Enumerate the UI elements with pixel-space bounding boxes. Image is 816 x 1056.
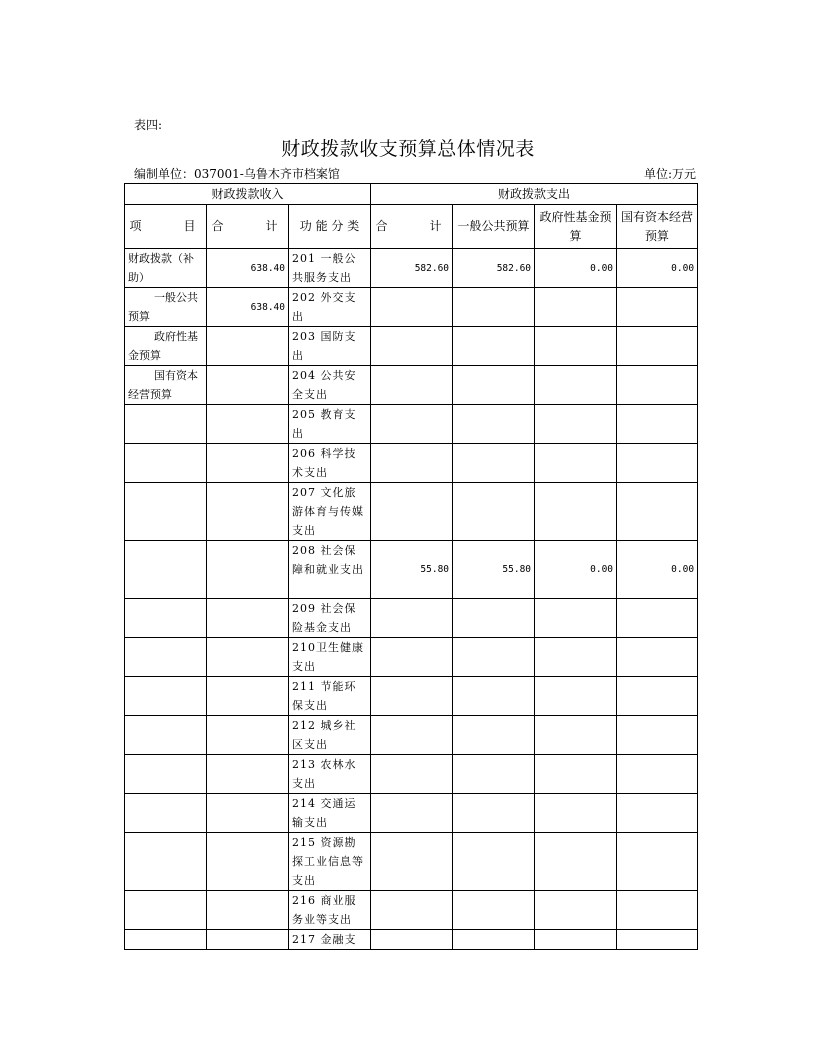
row-state-capital-cell (617, 716, 698, 755)
row-gov-fund-cell (535, 833, 617, 891)
row-item-cell (125, 444, 207, 483)
row-general-cell: 582.60 (453, 249, 535, 288)
table-row (125, 638, 698, 677)
column-header-row (125, 205, 698, 249)
row-gov-fund-cell (535, 599, 617, 638)
col-header-gov-fund-budget: 政府性基金预算 (535, 205, 617, 249)
row-general-cell (453, 366, 535, 405)
row-gov-fund-cell (535, 444, 617, 483)
row-state-capital-cell: 0.00 (617, 541, 698, 599)
row-state-capital-cell (617, 638, 698, 677)
income-group-header: 财政拨款收入 (125, 184, 371, 205)
row-item-cell (125, 891, 207, 930)
row-gov-fund-cell (535, 288, 617, 327)
table-row (125, 327, 698, 366)
table-row (125, 930, 698, 950)
row-exp-total-cell (371, 405, 453, 444)
expense-group-header: 财政拨款支出 (371, 184, 698, 205)
col-header-item: 项 目 (125, 205, 207, 249)
row-exp-total-cell (371, 638, 453, 677)
row-total-cell (207, 716, 289, 755)
row-exp-total-cell (371, 755, 453, 794)
row-exp-total-cell (371, 327, 453, 366)
row-func-cell: 202 外交支出 (289, 288, 371, 327)
row-func-cell: 201 一般公共服务支出 (289, 249, 371, 288)
row-func-cell: 211 节能环保支出 (289, 677, 371, 716)
row-func-cell: 213 农林水支出 (289, 755, 371, 794)
row-total-cell (207, 638, 289, 677)
row-state-capital-cell (617, 599, 698, 638)
row-func-cell: 214 交通运输支出 (289, 794, 371, 833)
row-general-cell (453, 677, 535, 716)
table-label: 表四: (134, 118, 163, 132)
row-total-cell (207, 541, 289, 599)
row-gov-fund-cell (535, 327, 617, 366)
row-gov-fund-cell (535, 716, 617, 755)
compiling-unit: 编制单位：037001-乌鲁木齐市档案馆 (134, 167, 340, 181)
row-state-capital-cell (617, 405, 698, 444)
row-general-cell (453, 755, 535, 794)
budget-table (124, 183, 698, 950)
row-func-cell: 212 城乡社区支出 (289, 716, 371, 755)
row-total-cell (207, 366, 289, 405)
row-state-capital-cell (617, 891, 698, 930)
col-header-exp-total: 合 计 (371, 205, 453, 249)
row-total-cell (207, 405, 289, 444)
row-item-cell: 政府性基金预算 (125, 327, 207, 366)
row-item-cell (125, 638, 207, 677)
row-total-cell (207, 755, 289, 794)
row-func-cell: 217 金融支 (289, 930, 371, 950)
row-total-cell (207, 891, 289, 930)
row-exp-total-cell (371, 444, 453, 483)
row-state-capital-cell (617, 833, 698, 891)
row-state-capital-cell (617, 677, 698, 716)
page-title: 财政拨款收支预算总体情况表 (281, 138, 535, 160)
row-exp-total-cell (371, 891, 453, 930)
row-func-cell: 206 科学技术支出 (289, 444, 371, 483)
row-func-cell: 209 社会保险基金支出 (289, 599, 371, 638)
table-row (125, 288, 698, 327)
row-general-cell (453, 327, 535, 366)
row-general-cell (453, 405, 535, 444)
row-exp-total-cell: 582.60 (371, 249, 453, 288)
row-total-cell: 638.40 (207, 288, 289, 327)
row-gov-fund-cell (535, 366, 617, 405)
table-row (125, 891, 698, 930)
row-func-cell: 216 商业服务业等支出 (289, 891, 371, 930)
row-total-cell (207, 677, 289, 716)
row-state-capital-cell (617, 327, 698, 366)
row-item-cell (125, 677, 207, 716)
row-func-cell: 210卫生健康支出 (289, 638, 371, 677)
col-header-total: 合 计 (207, 205, 289, 249)
col-header-func-category: 功 能 分 类 (289, 205, 371, 249)
row-gov-fund-cell (535, 794, 617, 833)
row-item-cell (125, 794, 207, 833)
table-row (125, 755, 698, 794)
row-state-capital-cell (617, 483, 698, 541)
row-item-cell: 财政拨款（补助） (125, 249, 207, 288)
row-item-cell: 一般公共预算 (125, 288, 207, 327)
table-row (125, 405, 698, 444)
row-gov-fund-cell (535, 930, 617, 950)
row-exp-total-cell (371, 833, 453, 891)
row-general-cell (453, 833, 535, 891)
row-exp-total-cell (371, 794, 453, 833)
row-item-cell (125, 930, 207, 950)
row-general-cell (453, 638, 535, 677)
row-gov-fund-cell: 0.00 (535, 541, 617, 599)
row-state-capital-cell (617, 755, 698, 794)
row-state-capital-cell (617, 444, 698, 483)
row-total-cell (207, 483, 289, 541)
row-state-capital-cell (617, 794, 698, 833)
table-row (125, 716, 698, 755)
row-exp-total-cell (371, 288, 453, 327)
row-gov-fund-cell (535, 405, 617, 444)
row-gov-fund-cell (535, 638, 617, 677)
row-state-capital-cell (617, 288, 698, 327)
row-func-cell: 207 文化旅游体育与传媒支出 (289, 483, 371, 541)
row-total-cell (207, 444, 289, 483)
group-header-row (125, 184, 698, 205)
row-state-capital-cell (617, 930, 698, 950)
row-item-cell (125, 716, 207, 755)
row-general-cell (453, 930, 535, 950)
row-exp-total-cell (371, 716, 453, 755)
row-item-cell (125, 755, 207, 794)
table-row (125, 366, 698, 405)
row-func-cell: 205 教育支出 (289, 405, 371, 444)
row-gov-fund-cell: 0.00 (535, 249, 617, 288)
row-func-cell: 204 公共安全支出 (289, 366, 371, 405)
row-general-cell (453, 599, 535, 638)
col-header-general-budget: 一般公共预算 (453, 205, 535, 249)
row-exp-total-cell (371, 930, 453, 950)
table-row (125, 599, 698, 638)
row-exp-total-cell (371, 483, 453, 541)
row-func-cell: 215 资源勘探工业信息等支出 (289, 833, 371, 891)
row-exp-total-cell (371, 599, 453, 638)
row-func-cell: 208 社会保障和就业支出 (289, 541, 371, 599)
table-row (125, 833, 698, 891)
table-row (125, 541, 698, 599)
table-row (125, 444, 698, 483)
row-gov-fund-cell (535, 677, 617, 716)
table-row (125, 249, 698, 288)
col-header-state-capital-budget: 国有资本经营预算 (617, 205, 698, 249)
row-general-cell (453, 794, 535, 833)
row-general-cell (453, 483, 535, 541)
row-item-cell: 国有资本经营预算 (125, 366, 207, 405)
row-total-cell (207, 327, 289, 366)
row-general-cell (453, 891, 535, 930)
row-total-cell (207, 599, 289, 638)
row-total-cell (207, 930, 289, 950)
row-general-cell (453, 288, 535, 327)
row-general-cell (453, 444, 535, 483)
row-gov-fund-cell (535, 483, 617, 541)
row-exp-total-cell (371, 677, 453, 716)
table-row (125, 794, 698, 833)
row-func-cell: 203 国防支出 (289, 327, 371, 366)
row-item-cell (125, 541, 207, 599)
table-row (125, 483, 698, 541)
row-general-cell: 55.80 (453, 541, 535, 599)
row-state-capital-cell (617, 366, 698, 405)
row-state-capital-cell: 0.00 (617, 249, 698, 288)
currency-unit: 单位:万元 (643, 167, 696, 181)
row-exp-total-cell: 55.80 (371, 541, 453, 599)
row-exp-total-cell (371, 366, 453, 405)
row-total-cell (207, 794, 289, 833)
row-gov-fund-cell (535, 755, 617, 794)
row-item-cell (125, 405, 207, 444)
row-item-cell (125, 833, 207, 891)
row-gov-fund-cell (535, 891, 617, 930)
table-row (125, 677, 698, 716)
row-total-cell: 638.40 (207, 249, 289, 288)
row-total-cell (207, 833, 289, 891)
row-item-cell (125, 483, 207, 541)
row-item-cell (125, 599, 207, 638)
row-general-cell (453, 716, 535, 755)
